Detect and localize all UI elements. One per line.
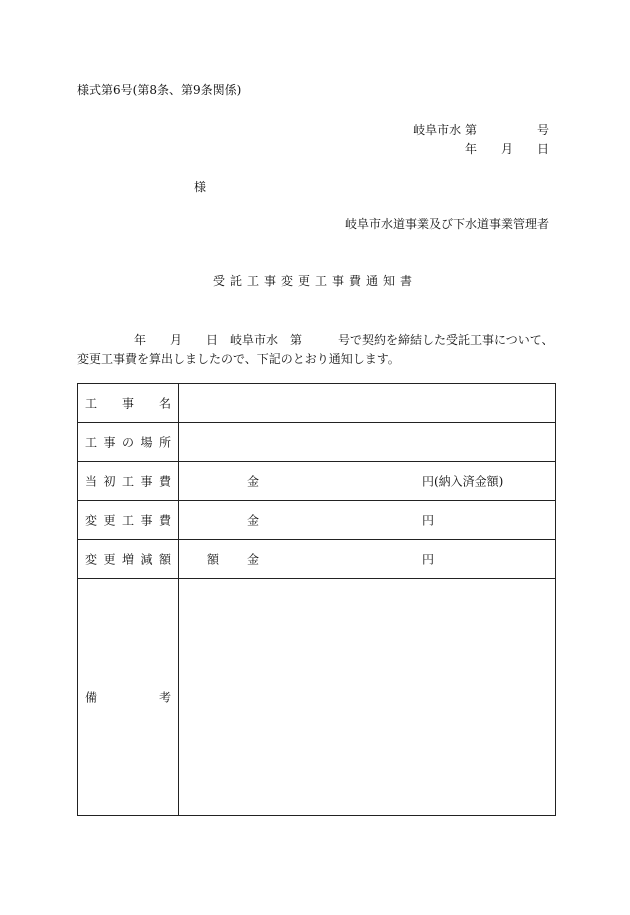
kin-prefix: 金 <box>247 513 260 528</box>
label-char: 額 <box>158 552 171 567</box>
label-char: 工 <box>121 513 134 528</box>
body-line-2: 変更工事費を算出しましたので、下記のとおり通知します。 <box>77 352 400 366</box>
value-work-location <box>179 423 556 462</box>
yen-suffix: 円 <box>422 513 435 528</box>
sender-name: 岐阜市水道事業及び下水道事業管理者 <box>344 217 549 231</box>
label-char: 工 <box>85 396 98 411</box>
label-work-name <box>78 384 179 423</box>
label-char: 工 <box>121 474 134 489</box>
table-row-work-location <box>78 423 556 462</box>
addressee-suffix: 様 <box>194 180 207 194</box>
body-line-1: 年 月 日 岐阜市水 第 号で契約を締結した受託工事について、 <box>134 333 554 347</box>
label-char: 更 <box>103 552 116 567</box>
label-char: 工 <box>85 435 98 450</box>
label-char: 事 <box>140 513 153 528</box>
label-char: 備 <box>85 690 98 705</box>
label-char: 初 <box>103 474 116 489</box>
value-initial-cost <box>179 462 556 501</box>
label-char: 名 <box>158 396 171 411</box>
value-changed-cost <box>179 501 556 540</box>
label-char: 事 <box>121 396 134 411</box>
label-char: 増 <box>121 552 134 567</box>
label-char: 変 <box>85 513 98 528</box>
document-title: 受託工事変更工事費通知書 <box>212 274 417 288</box>
label-char: の <box>121 435 134 450</box>
kin-prefix: 金 <box>247 552 260 567</box>
label-char: 減 <box>140 552 153 567</box>
label-change-amount <box>78 540 179 579</box>
label-remarks <box>78 579 179 816</box>
label-char: 更 <box>103 513 116 528</box>
gaku-prefix: 額 <box>207 552 220 567</box>
body-paragraph <box>77 331 555 369</box>
label-changed-cost <box>78 501 179 540</box>
label-char: 場 <box>140 435 153 450</box>
kin-prefix: 金 <box>247 474 260 489</box>
label-char: 費 <box>158 474 171 489</box>
label-char: 考 <box>158 690 171 705</box>
label-char: 費 <box>158 513 171 528</box>
form-number: 様式第6号(第8条、第9条関係) <box>77 83 242 97</box>
label-char: 変 <box>85 552 98 567</box>
label-work-location <box>78 423 179 462</box>
yen-suffix: 円(納入済金額) <box>422 474 504 489</box>
table-row-remarks <box>78 579 556 816</box>
table-row-initial-cost <box>78 462 556 501</box>
value-work-name <box>179 384 556 423</box>
reference-number-line: 岐阜市水 第 号 <box>413 123 549 137</box>
label-initial-cost <box>78 462 179 501</box>
value-change-amount <box>179 540 556 579</box>
table-row-work-name <box>78 384 556 423</box>
label-char: 事 <box>140 474 153 489</box>
issue-date-line: 年 月 日 <box>464 142 549 156</box>
details-table <box>77 383 556 816</box>
value-remarks <box>179 579 556 816</box>
yen-suffix: 円 <box>422 552 435 567</box>
label-char: 当 <box>85 474 98 489</box>
label-char: 所 <box>158 435 171 450</box>
table-row-changed-cost <box>78 501 556 540</box>
table-row-change-amount <box>78 540 556 579</box>
label-char: 事 <box>103 435 116 450</box>
